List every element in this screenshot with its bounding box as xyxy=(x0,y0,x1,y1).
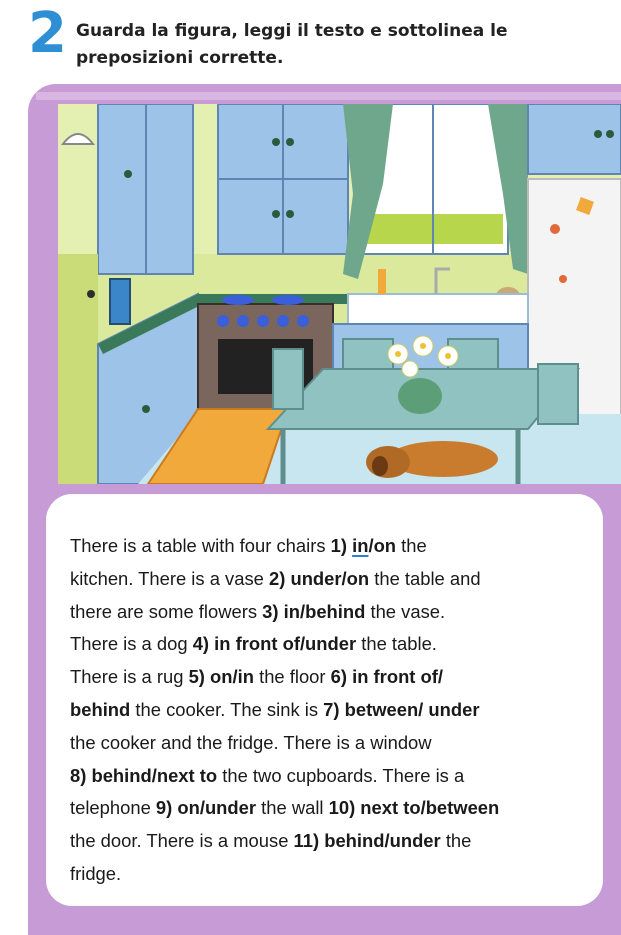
choice-7[interactable]: 7) between/ under xyxy=(323,698,480,720)
passage-line-5: There is a rug 5) on/in the floor 6) in front of/ xyxy=(70,666,444,688)
choice-11[interactable]: 11) behind/under xyxy=(293,830,441,852)
exercise-instruction: Guarda la figura, leggi il testo e sottolinea le preposizioni corrette. xyxy=(76,21,508,68)
choice-9[interactable]: 9) on/under xyxy=(155,797,257,819)
frame-highlight xyxy=(36,92,621,100)
passage-line-1: There is a table with four chairs 1) in/on the xyxy=(70,535,427,556)
passage-line-6: behind the cooker. The sink is 7) between/ under xyxy=(70,698,480,720)
choice-5[interactable]: 5) on/in xyxy=(188,666,254,688)
kitchen-illustration xyxy=(58,104,621,484)
passage-line-7: the cooker and the fridge. There is a window xyxy=(70,731,432,753)
passage-line-8: 8) behind/next to the two cupboards. There is a xyxy=(70,764,465,786)
choice-3[interactable]: 3) in/behind xyxy=(262,600,366,622)
exercise-passage xyxy=(70,530,520,891)
passage-line-2: kitchen. There is a vase 2) under/on the table and xyxy=(70,567,481,589)
chair-4 xyxy=(538,364,578,424)
passage-line-9: telephone 9) on/under the wall 10) next to/between xyxy=(70,797,500,819)
choice-6-cont[interactable]: behind xyxy=(70,698,131,720)
choice-2[interactable]: 2) under/on xyxy=(269,567,370,589)
passage-line-10: the door. There is a mouse 11) behind/under the xyxy=(70,830,472,852)
chair-1 xyxy=(273,349,303,409)
frame-bottom xyxy=(28,908,621,935)
passage-line-4: There is a dog 4) in front of/under the table. xyxy=(70,633,437,655)
choice-4[interactable]: 4) in front of/under xyxy=(192,633,357,655)
choice-8[interactable]: 8) behind/next to xyxy=(70,764,218,786)
passage-line-3: there are some flowers 3) in/behind the vase. xyxy=(70,600,446,622)
passage-line-11: fridge. xyxy=(70,862,122,884)
choice-6[interactable]: 6) in front of/ xyxy=(330,666,444,688)
exercise-number: 2 xyxy=(28,1,67,66)
telephone xyxy=(110,279,130,324)
chair-2 xyxy=(343,339,393,369)
sink xyxy=(348,294,528,324)
kitchen-scene xyxy=(58,104,621,484)
choice-10[interactable]: 10) next to/between xyxy=(328,797,500,819)
choice-in-underlined[interactable]: in xyxy=(352,535,369,556)
vase xyxy=(398,378,442,414)
